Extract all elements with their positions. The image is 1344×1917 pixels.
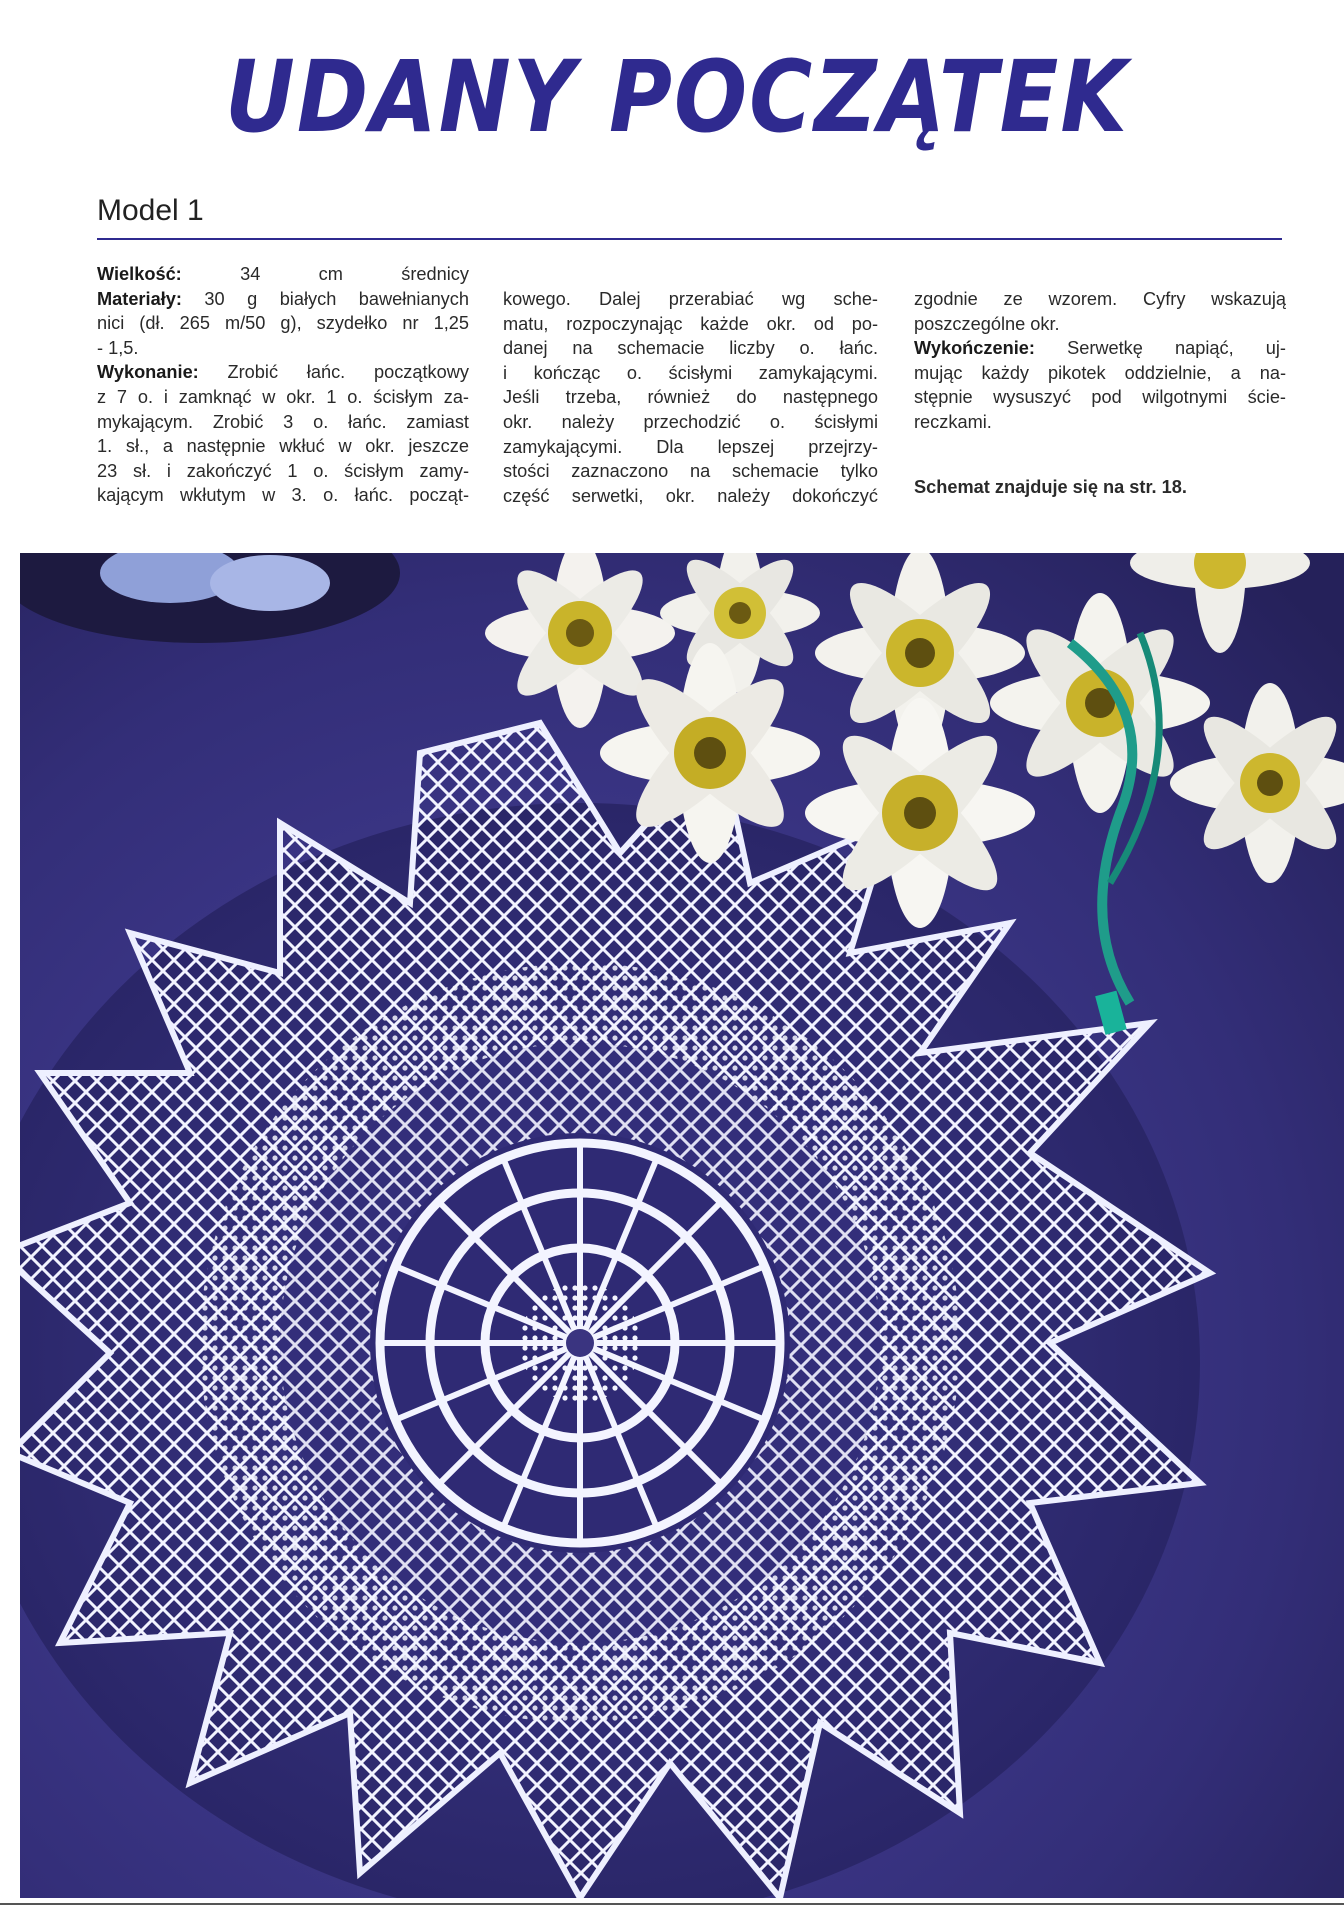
text-line: kającym wkłutym w 3. o. łańc. począt- bbox=[97, 485, 469, 506]
text-line: Jeśli trzeba, również do następnego bbox=[503, 387, 878, 408]
text-line: nici (dł. 265 m/50 g), szydełko nr 1,25 bbox=[97, 313, 469, 334]
text-line: danej na schemacie liczby o. łańc. bbox=[503, 338, 878, 359]
text-line: 1. sł., a następnie wkłuć w okr. jeszcze bbox=[97, 436, 469, 457]
text-line: poszczególne okr. bbox=[914, 313, 1060, 334]
doily-illustration bbox=[20, 553, 1344, 1898]
heading-rule bbox=[97, 238, 1282, 240]
text-line: Materiały: 30 g białych bawełnianych bbox=[97, 288, 469, 309]
text-line: mując każdy pikotek oddzielnie, a na- bbox=[914, 362, 1286, 383]
text-line: matu, rozpoczynając każde okr. od po- bbox=[503, 313, 878, 334]
text-line: kowego. Dalej przerabiać wg sche- bbox=[503, 289, 878, 309]
page-title: UDANY POCZĄTEK bbox=[225, 40, 1129, 155]
text-line: Wykończenie: Serwetkę napiąć, uj- bbox=[914, 338, 1286, 359]
text-line: - 1,5. bbox=[97, 337, 139, 358]
text-line: z 7 o. i zamknąć w okr. 1 o. ścisłym za- bbox=[97, 386, 469, 407]
text-column-3 bbox=[914, 287, 1286, 499]
text-line: 23 sł. i zakończyć 1 o. ścisłym zamy- bbox=[97, 460, 469, 481]
text-line: Wykonanie: Zrobić łańc. początkowy bbox=[97, 362, 469, 383]
text-line: część serwetki, okr. należy dokończyć bbox=[503, 485, 878, 506]
text-line: Wielkość: 34 cm średnicy bbox=[97, 264, 469, 284]
schemat-reference: Schemat znajduje się na str. 18. bbox=[914, 476, 1187, 497]
text-line: reczkami. bbox=[914, 411, 992, 432]
text-line: zamykającymi. Dla lepszej przejrzy- bbox=[503, 436, 878, 457]
text-line: mykającym. Zrobić 3 o. łańc. zamiast bbox=[97, 411, 469, 432]
doily-photo bbox=[20, 553, 1344, 1898]
model-heading: Model 1 bbox=[97, 194, 204, 227]
page-bottom-line bbox=[0, 1903, 1344, 1905]
text-line: stępnie wysuszyć pod wilgotnymi ście- bbox=[914, 387, 1286, 408]
text-line: okr. należy przechodzić o. ścisłymi bbox=[503, 411, 878, 432]
text-column-2 bbox=[503, 287, 878, 508]
text-column-1 bbox=[97, 262, 469, 508]
text-line: stości zaznaczono na schemacie tylko bbox=[503, 461, 878, 482]
text-line: i kończąc o. ścisłymi zamykającymi. bbox=[503, 362, 878, 383]
text-line: zgodnie ze wzorem. Cyfry wskazują bbox=[914, 289, 1286, 309]
